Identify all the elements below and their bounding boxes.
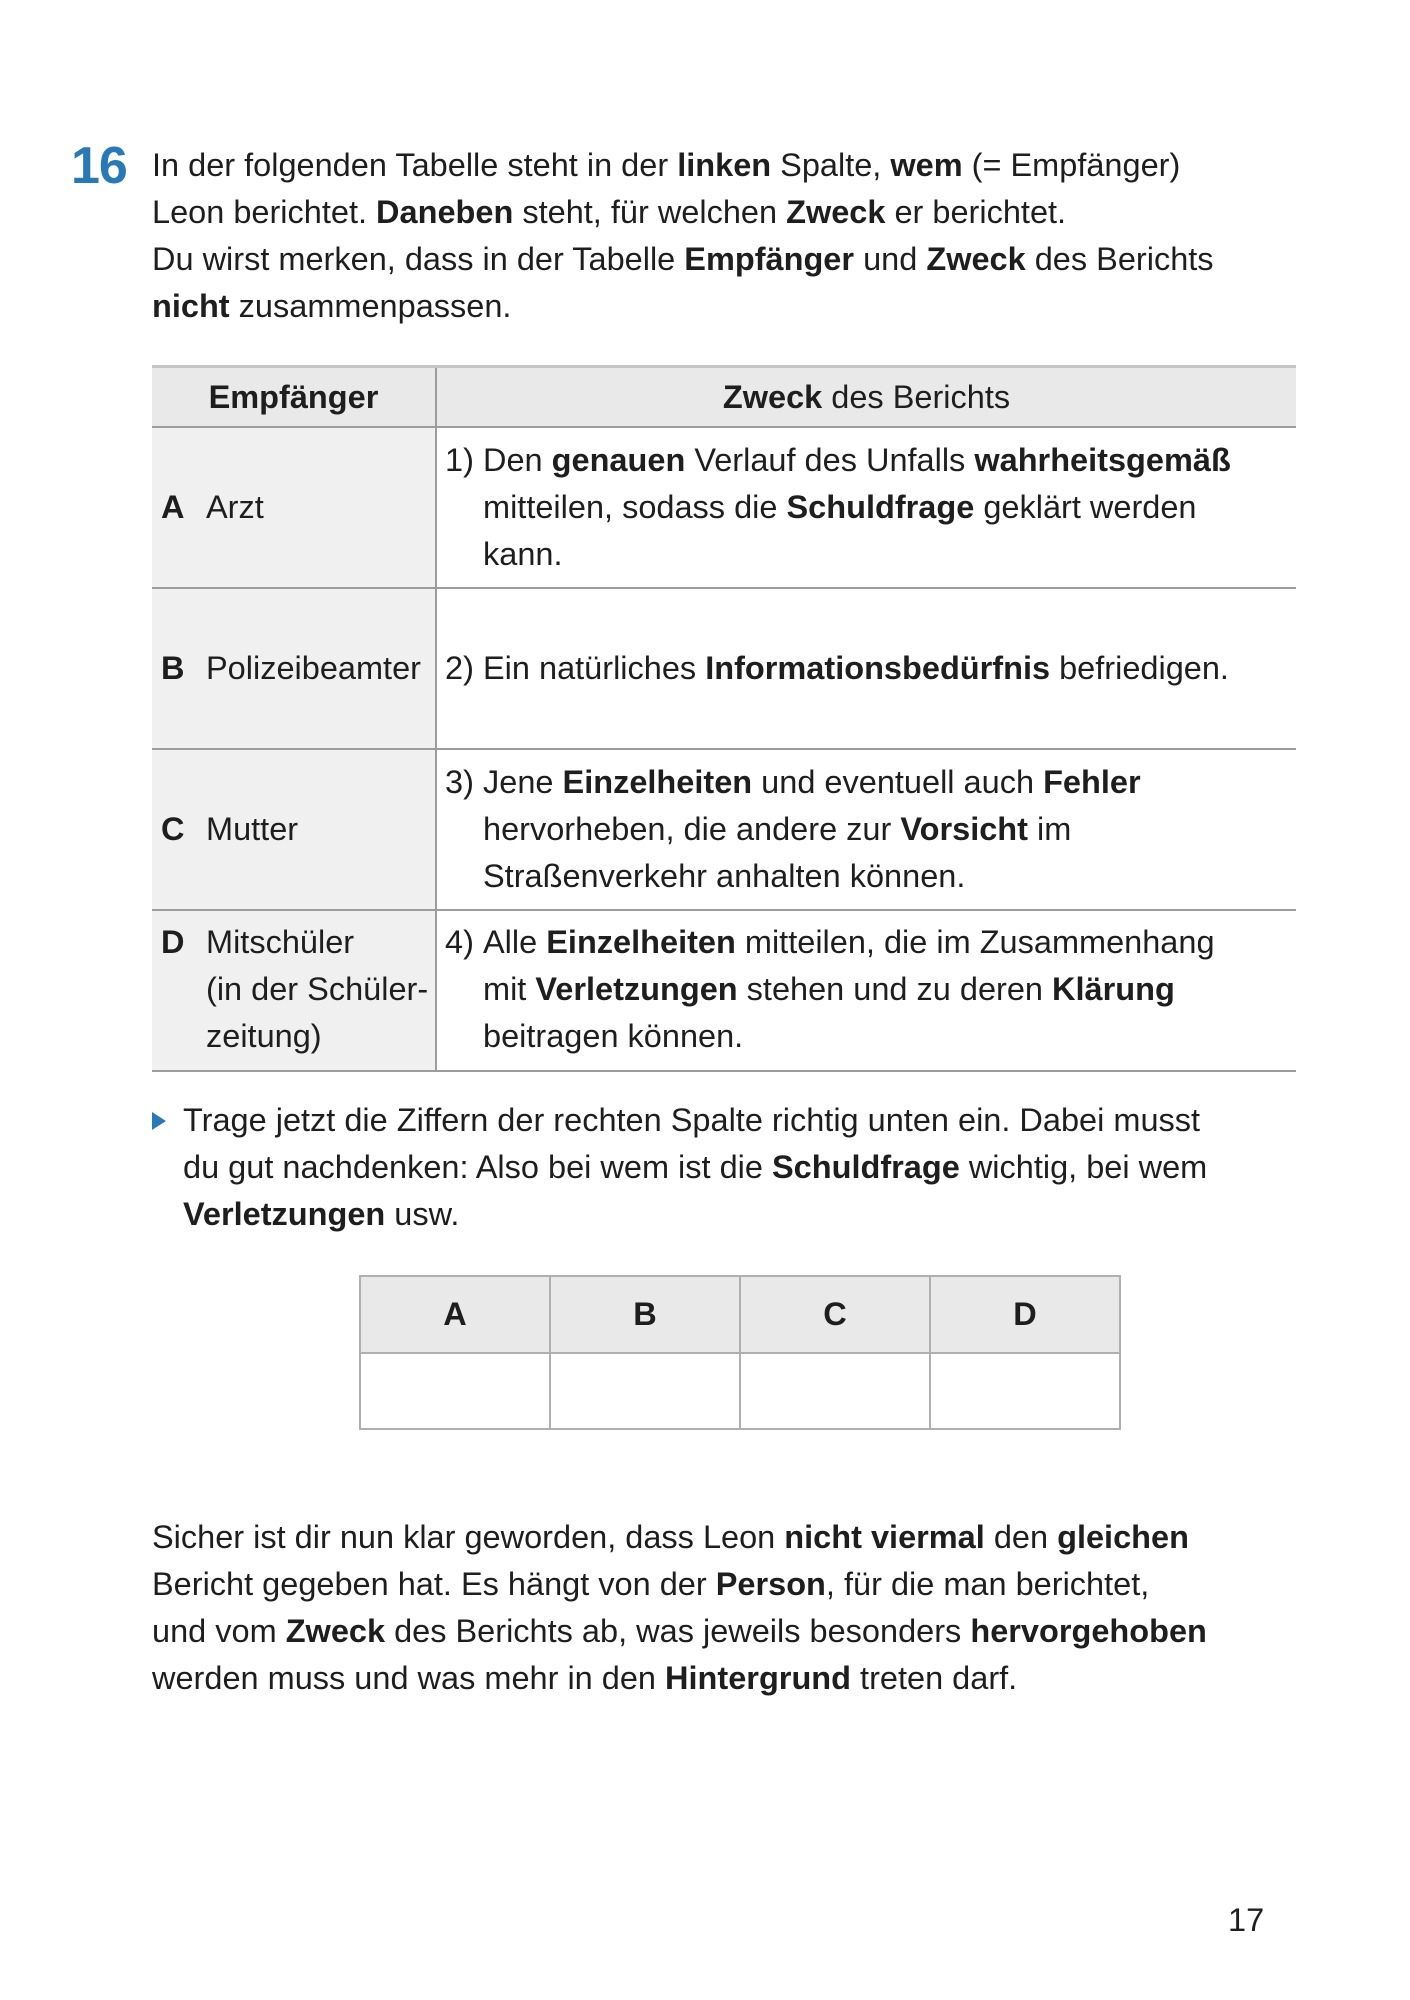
task-number: 16: [71, 137, 127, 195]
text-line: In der folgenden Tabelle steht in der linken Spalte, wem (= Empfänger): [152, 147, 1181, 183]
text-line: du gut nachdenken: Also bei wem ist die Schuldfrage wichtig, bei wem: [183, 1149, 1208, 1185]
text-line: Trage jetzt die Ziffern der rechten Spalte richtig unten ein. Dabei musst: [183, 1102, 1201, 1138]
purpose-cell: [436, 588, 1296, 749]
header-purpose: Zweck des Berichts: [436, 367, 1296, 428]
page-number: 17: [1228, 1902, 1265, 1938]
answer-table: [359, 1275, 1121, 1430]
receiver-cell: [152, 910, 436, 1071]
text-line: (in der Schüler-: [206, 971, 429, 1007]
text-line: Arzt: [206, 489, 264, 525]
answer-field-a[interactable]: [360, 1353, 550, 1429]
receiver-cell: [152, 588, 436, 749]
text-line: zeitung): [206, 1018, 322, 1054]
table-row: [152, 427, 1296, 588]
text-line: Jene Einzelheiten und eventuell auch Fehler: [483, 764, 1141, 800]
text-line: nicht zusammenpassen.: [152, 288, 512, 324]
receiver-cell: [152, 427, 436, 588]
text-line: Leon berichtet. Daneben steht, für welchen Zweck er berichtet.: [152, 194, 1067, 230]
header-receiver: Empfänger: [152, 367, 436, 428]
text-line: Alle Einzelheiten mitteilen, die im Zusammenhang: [483, 924, 1215, 960]
answer-header-d: D: [930, 1276, 1120, 1353]
receiver-name: [206, 806, 298, 853]
text-line: beitragen können.: [483, 1018, 744, 1054]
receiver-name: [206, 484, 264, 531]
table-row: [152, 588, 1296, 749]
receiver-name: [206, 919, 428, 1060]
receiver-purpose-table: [152, 365, 1296, 1072]
answer-header-row: [360, 1276, 1120, 1353]
task-intro: [152, 142, 1292, 330]
text-line: Sicher ist dir nun klar geworden, dass Leon nicht viermal den gleichen: [152, 1519, 1189, 1555]
text-line: Bericht gegeben hat. Es hängt von der Person, für die man berichtet,: [152, 1566, 1150, 1602]
purpose-text: [483, 759, 1141, 900]
table-row: [152, 749, 1296, 910]
text-line: Straßenverkehr anhalten können.: [483, 858, 966, 894]
text-line: Ein natürliches Informationsbedürfnis befriedigen.: [483, 650, 1229, 686]
answer-field-b[interactable]: [550, 1353, 740, 1429]
purpose-number: 2): [445, 650, 474, 686]
answer-input-row: [360, 1353, 1120, 1429]
closing-paragraph: [152, 1514, 1302, 1702]
receiver-letter: B: [161, 650, 185, 686]
answer-header-c: C: [740, 1276, 930, 1353]
text-line: Den genauen Verlauf des Unfalls wahrheitsgemäß: [483, 442, 1231, 478]
text-line: mitteilen, sodass die Schuldfrage geklärt werden: [483, 489, 1197, 525]
purpose-text: [483, 645, 1229, 692]
text-line: hervorheben, die andere zur Vorsicht im: [483, 811, 1072, 847]
receiver-cell: [152, 749, 436, 910]
receiver-letter: D: [161, 924, 185, 960]
purpose-cell: [436, 427, 1296, 588]
text-line: Polizeibeamter: [206, 650, 421, 686]
purpose-number: 4): [445, 924, 474, 960]
answer-field-d[interactable]: [930, 1353, 1120, 1429]
text-line: Mitschüler: [206, 924, 355, 960]
receiver-name: [206, 645, 421, 692]
text-line: kann.: [483, 536, 563, 572]
text-line: Verletzungen usw.: [183, 1196, 460, 1232]
receiver-letter: C: [161, 811, 185, 847]
purpose-number: 3): [445, 764, 474, 800]
table-row: [152, 910, 1296, 1071]
purpose-cell: [436, 910, 1296, 1071]
text-line: Mutter: [206, 811, 299, 847]
purpose-cell: [436, 749, 1296, 910]
table-header-row: [152, 367, 1296, 428]
triangle-right-icon: [152, 1112, 166, 1130]
instruction-text: [183, 1097, 1207, 1238]
purpose-text: [483, 919, 1215, 1060]
text-line: Du wirst merken, dass in der Tabelle Empfänger und Zweck des Berichts: [152, 241, 1214, 277]
answer-header-b: B: [550, 1276, 740, 1353]
purpose-number: 1): [445, 442, 474, 478]
answer-header-a: A: [360, 1276, 550, 1353]
instruction: [152, 1097, 1302, 1238]
answer-field-c[interactable]: [740, 1353, 930, 1429]
receiver-letter: A: [161, 489, 185, 525]
text-line: werden muss und was mehr in den Hintergrund treten darf.: [152, 1660, 1018, 1696]
text-line: und vom Zweck des Berichts ab, was jeweils besonders hervorgehoben: [152, 1613, 1207, 1649]
text-line: mit Verletzungen stehen und zu deren Klärung: [483, 971, 1175, 1007]
purpose-text: [483, 437, 1231, 578]
